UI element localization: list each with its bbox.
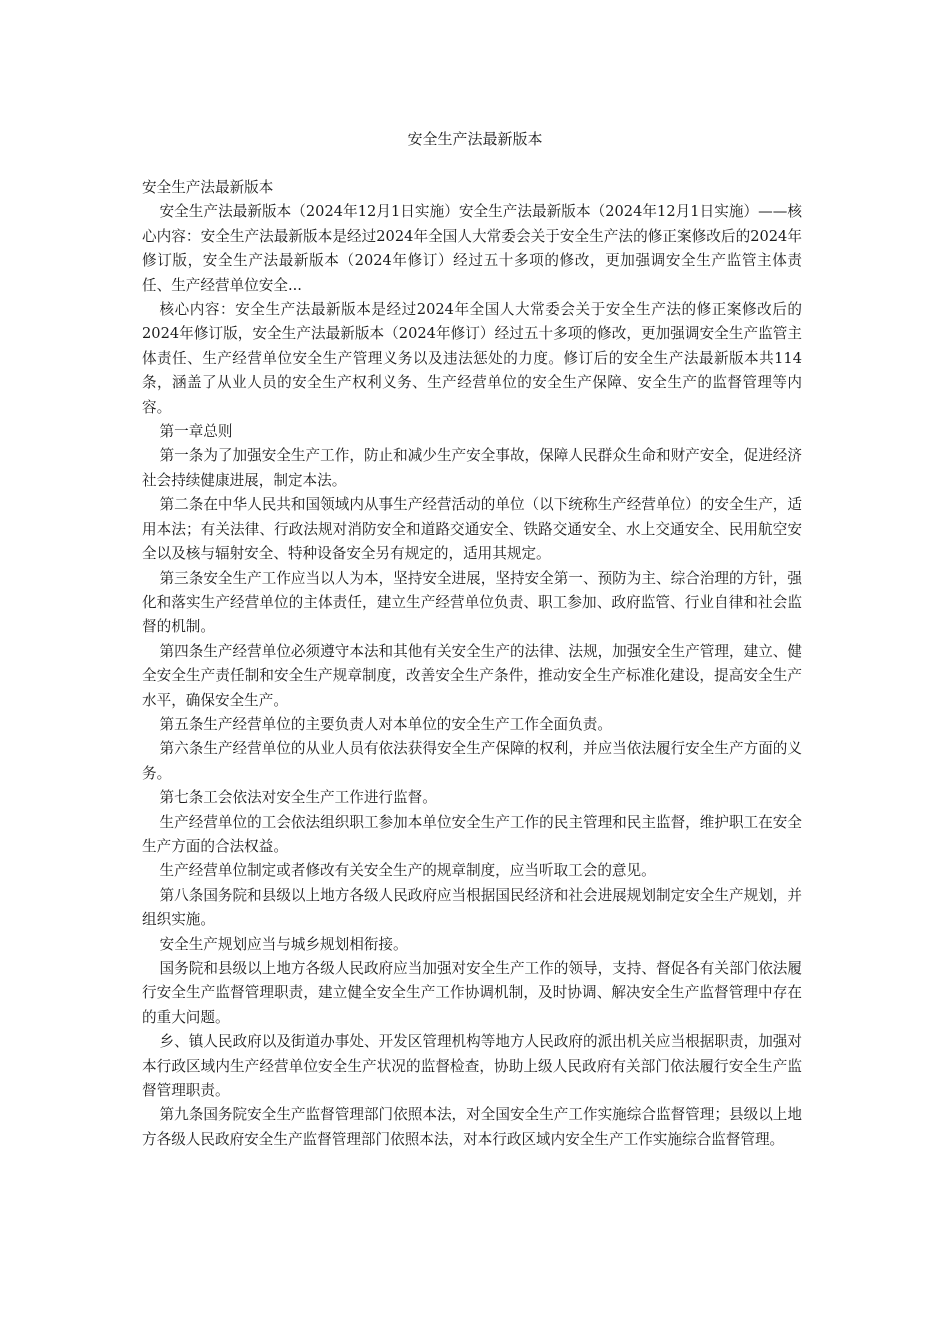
article-7-clause-2: 生产经营单位的工会依法组织职工参加本单位安全生产工作的民主管理和民主监督，维护职工在安全生产方面的合法权益。 — [142, 813, 802, 855]
article-6: 第六条生产经营单位的从业人员有依法获得安全生产保障的权利，并应当依法履行安全生产方面的义务。 — [142, 740, 802, 782]
article-9: 第九条国务院安全生产监督管理部门依照本法，对全国安全生产工作实施综合监督管理；县级以上地方各级人民政府安全生产监督管理部门依照本法，对本行政区域内安全生产工作实施综合监督管理。 — [142, 1106, 802, 1148]
article-1: 第一条为了加强安全生产工作，防止和减少生产安全事故，保障人民群众生命和财产安全，促进经济社会持续健康进展，制定本法。 — [142, 447, 802, 489]
article-8-clause-3: 国务院和县级以上地方各级人民政府应当加强对安全生产工作的领导，支持、督促各有关部门依法履行安全生产监督管理职责，建立健全安全生产工作协调机制，及时协调、解决安全生产监督管理中存在的重大问题。 — [142, 960, 802, 1026]
document-body — [142, 176, 802, 1152]
article-4: 第四条生产经营单位必须遵守本法和其他有关安全生产的法律、法规，加强安全生产管理，建立、健全安全生产责任制和安全生产规章制度，改善安全生产条件，推动安全生产标准化建设，提高安全生产水平，确保安全生产。 — [142, 642, 802, 709]
document-subtitle: 安全生产法最新版本 — [142, 179, 274, 196]
document-title: 安全生产法最新版本 — [407, 130, 543, 148]
article-8-clause-4: 乡、镇人民政府以及街道办事处、开发区管理机构等地方人民政府的派出机关应当根据职责，加强对本行政区域内生产经营单位安全生产状况的监督检查，协助上级人民政府有关部门依法履行安全生产监督管理职责。 — [142, 1033, 802, 1100]
article-7: 第七条工会依法对安全生产工作进行监督。 — [159, 789, 437, 807]
article-7-clause-3: 生产经营单位制定或者修改有关安全生产的规章制度，应当听取工会的意见。 — [159, 862, 656, 880]
chapter-heading: 第一章总则 — [159, 423, 233, 441]
article-3: 第三条安全生产工作应当以人为本，坚持安全进展，坚持安全第一、预防为主、综合治理的方针，强化和落实生产经营单位的主体责任，建立生产经营单位负责、职工参加、政府监管、行业自律和社会监督的机制。 — [142, 569, 802, 636]
paragraph-core-content: 核心内容：安全生产法最新版本是经过2024年全国人大常委会关于安全生产法的修正案修改后的2024年修订版，安全生产法最新版本（2024年修订）经过五十多项的修改，更加强调安全生产监管主体责任、生产经营单位安全生产管理义务以及违法惩处的力度。修订后的安全生产法最新版本共114条，涵盖了从业人员的安全生产权利义务、生产经营单位的安全生产保障、安全生产的监督管理等内容。 — [142, 301, 802, 416]
paragraph-summary: 安全生产法最新版本（2024年12月1日实施）安全生产法最新版本（2024年12月1日实施）——核心内容：安全生产法最新版本是经过2024年全国人大常委会关于安全生产法的修正案修改后的2024年修订版，安全生产法最新版本（2024年修订）经过五十多项的修改，更加强调安全生产监管主体责任、生产经营单位安全... — [142, 203, 802, 294]
article-5: 第五条生产经营单位的主要负责人对本单位的安全生产工作全面负责。 — [159, 715, 612, 733]
article-8-clause-2: 安全生产规划应当与城乡规划相衔接。 — [159, 935, 408, 953]
article-8: 第八条国务院和县级以上地方各级人民政府应当根据国民经济和社会进展规划制定安全生产规划，并组织实施。 — [142, 886, 802, 929]
article-2: 第二条在中华人民共和国领域内从事生产经营活动的单位（以下统称生产经营单位）的安全生产，适用本法；有关法律、行政法规对消防安全和道路交通安全、铁路交通安全、水上交通安全、民用航空安全以及核与辐射安全、特种设备安全另有规定的，适用其规定。 — [142, 496, 802, 563]
